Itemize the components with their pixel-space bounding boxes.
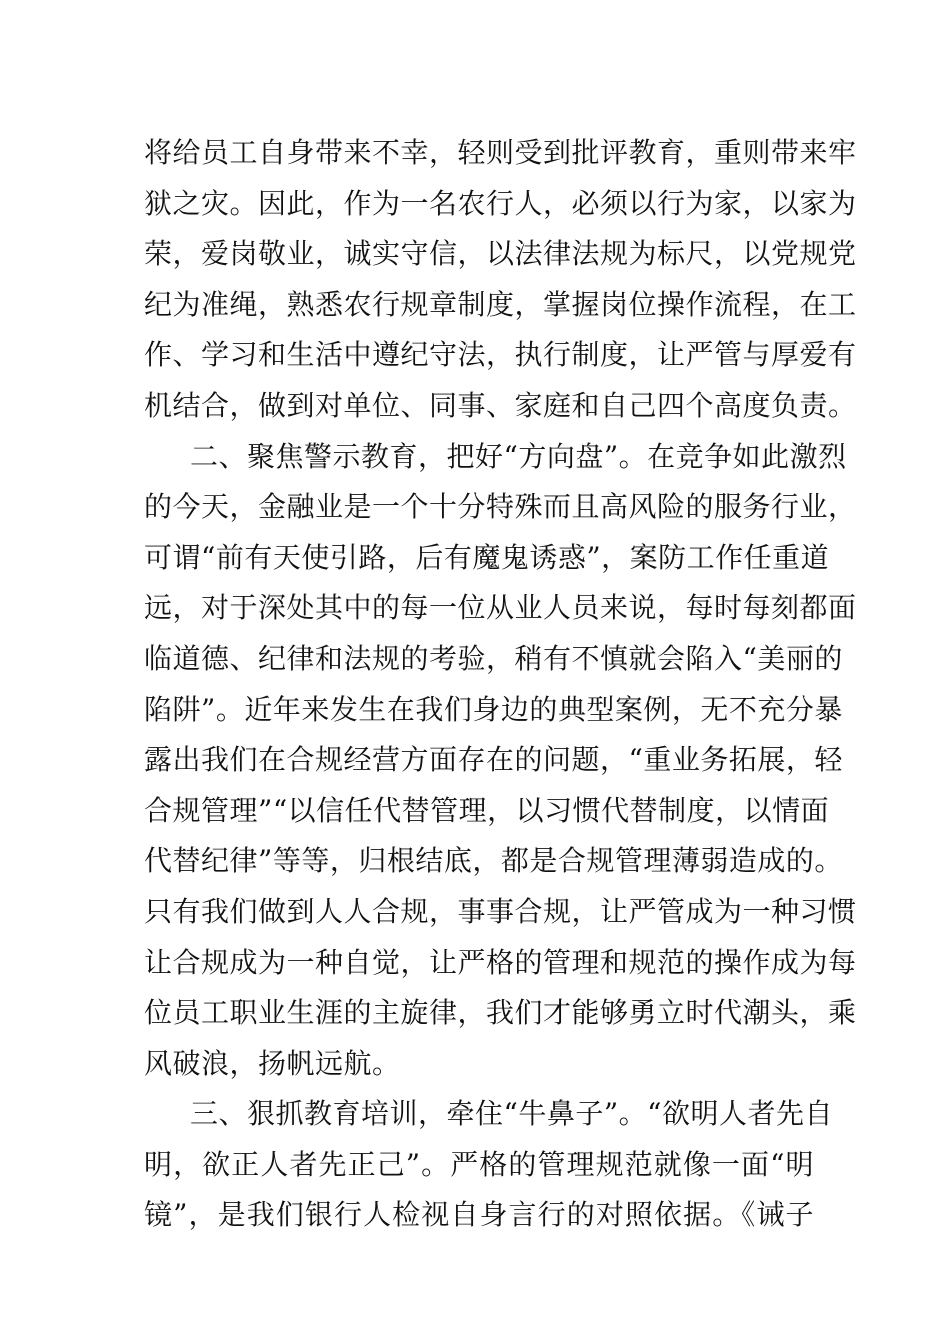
paragraph-1 xyxy=(144,128,857,432)
text-line: 代替纪律”等等，归根结底，都是合规管理薄弱造成的。 xyxy=(144,844,843,878)
text-line: 露出我们在合规经营方面存在的问题，“重业务拓展，轻 xyxy=(144,743,843,777)
text-line: 三、狠抓教育培训，牵住“牛鼻子”。“欲明人者先自 xyxy=(190,1097,833,1131)
text-line: 临道德、纪律和法规的考验，稍有不慎就会陷入“美丽的 xyxy=(144,641,843,675)
text-line: 狱之灾。因此，作为一名农行人，必须以行为家，以家为 xyxy=(144,186,857,220)
text-line: 镜”，是我们银行人检视自身言行的对照依据。《诫子 xyxy=(144,1198,814,1232)
text-line: 机结合，做到对单位、同事、家庭和自己四个高度负责。 xyxy=(144,388,857,422)
paragraph-3 xyxy=(144,1089,833,1241)
text-line: 明，欲正人者先正己”。严格的管理规范就像一面“明 xyxy=(144,1147,814,1181)
text-line: 可谓“前有天使引路，后有魔鬼诱惑”，案防工作任重道 xyxy=(144,540,830,574)
text-line: 的今天，金融业是一个十分特殊而且高风险的服务行业， xyxy=(144,490,857,524)
body-text xyxy=(144,128,857,1241)
text-line: 远，对于深处其中的每一位从业人员来说，每时每刻都面 xyxy=(144,591,857,625)
text-line: 二、聚焦警示教育，把好“方向盘”。在竞争如此激烈 xyxy=(190,439,847,473)
text-line: 风破浪，扬帆远航。 xyxy=(144,1046,401,1080)
text-line: 作、学习和生活中遵纪守法，执行制度，让严管与厚爱有 xyxy=(144,338,857,372)
text-line: 位员工职业生涯的主旋律，我们才能够勇立时代潮头，乘 xyxy=(144,996,857,1030)
text-line: 纪为准绳，熟悉农行规章制度，掌握岗位操作流程，在工 xyxy=(144,287,857,321)
text-line: 让合规成为一种自觉，让严格的管理和规范的操作成为每 xyxy=(144,945,857,979)
paragraph-2 xyxy=(144,432,857,1090)
text-line: 陷阱”。近年来发生在我们身边的典型案例，无不充分暴 xyxy=(144,692,843,726)
text-line: 合规管理”“以信任代替管理，以习惯代替制度，以情面 xyxy=(144,793,830,827)
text-line: 荣，爱岗敬业，诚实守信，以法律法规为标尺，以党规党 xyxy=(144,237,857,271)
text-line: 只有我们做到人人合规，事事合规，让严管成为一种习惯 xyxy=(144,894,857,928)
text-line: 将给员工自身带来不幸，轻则受到批评教育，重则带来牢 xyxy=(144,136,857,169)
